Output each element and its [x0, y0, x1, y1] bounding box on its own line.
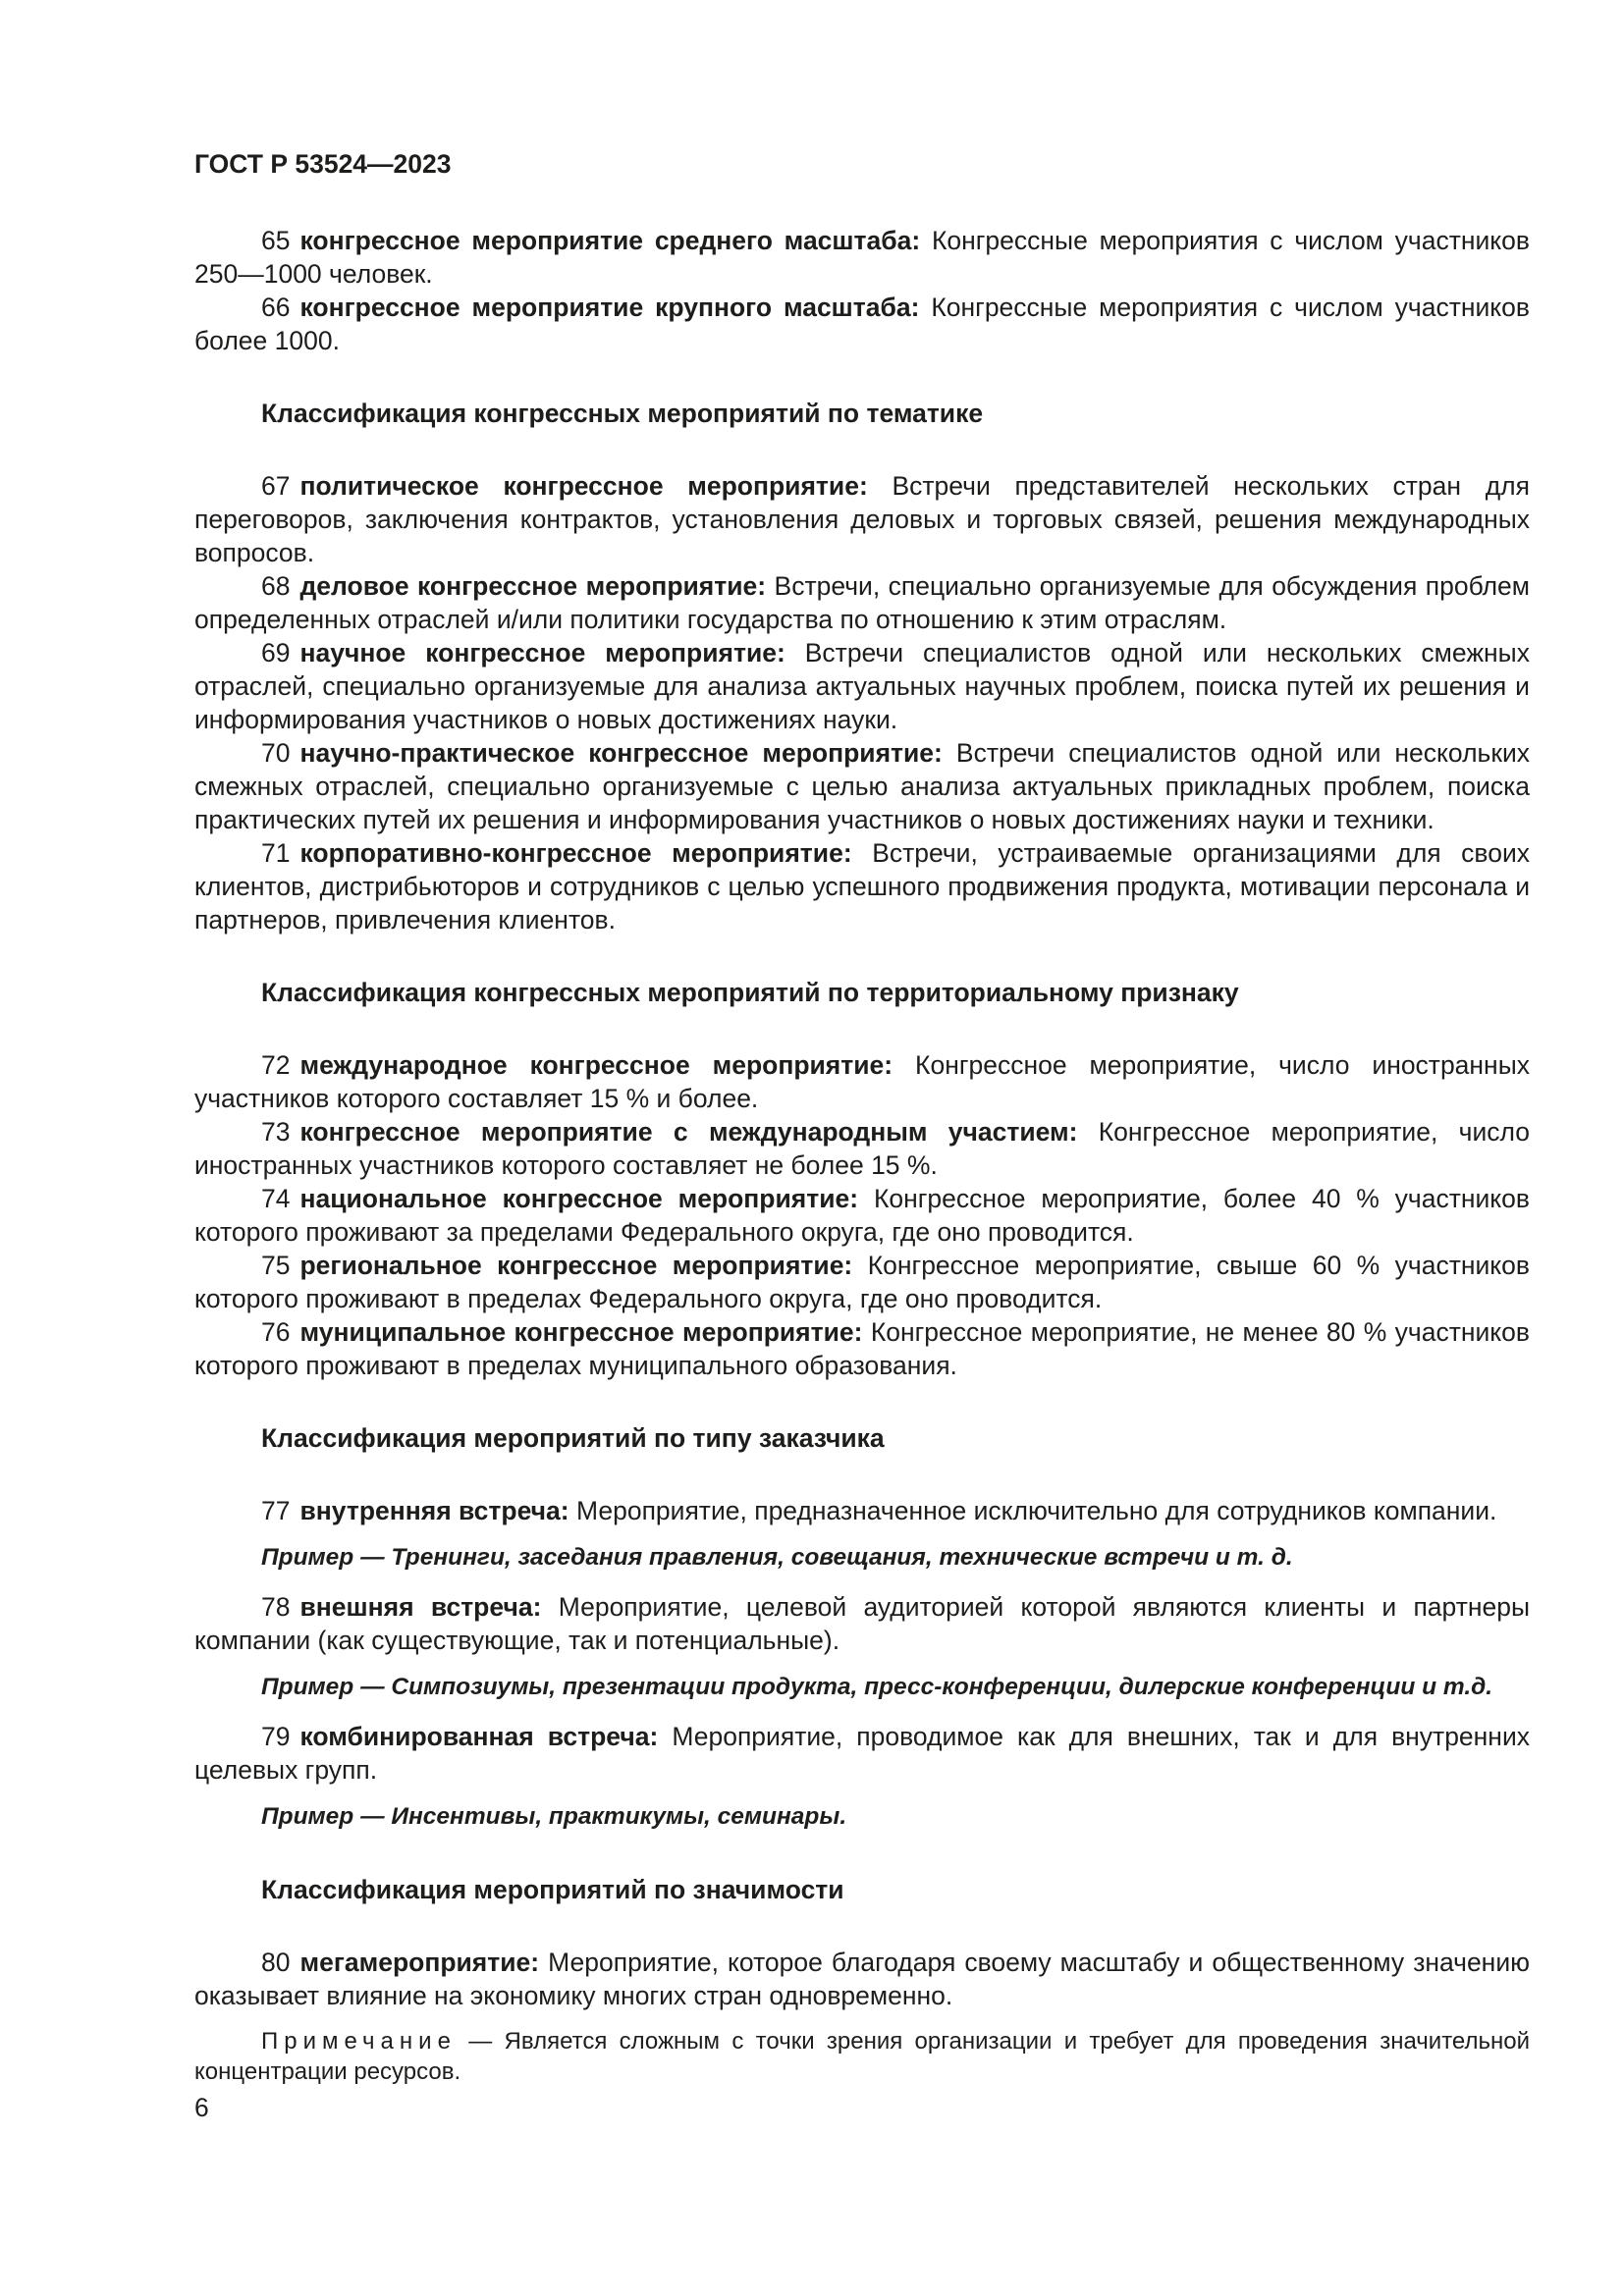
term-name: региональное конгрессное мероприятие:: [299, 1251, 853, 1280]
section-heading: Классификация конгрессных мероприятий по тематике: [261, 399, 984, 428]
term-entry: [194, 1494, 1530, 1527]
term-entry: [194, 469, 1530, 569]
term-name: внутренняя встреча:: [299, 1496, 569, 1525]
term-name: научное конгрессное мероприятие:: [299, 638, 785, 667]
term-name: научно-практическое конгрессное мероприятие:: [299, 738, 943, 768]
note: [194, 2026, 1530, 2087]
term-name: международное конгрессное мероприятие:: [299, 1050, 893, 1080]
note-label: Примечание: [261, 2028, 457, 2055]
term-definition: Конгрессное мероприятие, число иностранных участников которого составляет не более 15 %.: [194, 1117, 1530, 1180]
term-definition: Встречи, специально организуемые для обсуждения проблем определенных отраслей и/или политики государства по отношению к этим отраслям.: [194, 571, 1530, 634]
term-entry: [194, 836, 1530, 936]
term-entry: [194, 1249, 1530, 1315]
term-definition: Конгрессное мероприятие, не менее 80 % участников которого проживают в пределах муниципального образования.: [194, 1317, 1530, 1380]
term-name: конгрессное мероприятие с международным участием:: [299, 1117, 1078, 1147]
term-entry: [194, 1115, 1530, 1182]
example-text: Пример — Инсентивы, практикумы, семинары.: [261, 1803, 847, 1830]
term-number: 72: [261, 1050, 291, 1080]
example-text: Пример — Симпозиумы, презентации продукта, пресс-конференции, дилерские конференции и т.д.: [261, 1674, 1493, 1700]
term-name: муниципальное конгрессное мероприятие:: [299, 1317, 863, 1347]
term-name: конгрессное мероприятие среднего масштаба:: [299, 226, 921, 255]
term-entry: [194, 224, 1530, 291]
document-header: ГОСТ Р 53524—2023: [194, 149, 452, 179]
term-number: 65: [261, 226, 291, 255]
term-definition: Конгрессные мероприятия с числом участников 250—1000 человек.: [194, 226, 1530, 289]
term-number: 74: [261, 1184, 291, 1213]
term-definition: Встречи специалистов одной или нескольких смежных отраслей, специально организуемые для анализа актуальных научных проблем, поиска путей их решения и информирования участников о новых достижениях науки.: [194, 638, 1530, 734]
term-name: деловое конгрессное мероприятие:: [299, 571, 767, 601]
term-definition: Конгрессное мероприятие, свыше 60 % участников которого проживают в пределах Федерального округа, где оно проводится.: [194, 1251, 1530, 1313]
section-heading: Классификация мероприятий по значимости: [261, 1875, 844, 1904]
term-entry: [194, 1590, 1530, 1657]
term-entry: [194, 1182, 1530, 1249]
page-number: 6: [194, 2093, 209, 2122]
section-heading: Классификация мероприятий по типу заказчика: [261, 1423, 885, 1453]
term-definition: Конгрессное мероприятие, число иностранных участников которого составляет 15 % и более.: [194, 1050, 1530, 1113]
term-entry: [194, 1720, 1530, 1787]
term-name: комбинированная встреча:: [299, 1722, 659, 1751]
term-entry: [194, 636, 1530, 736]
example-text: Пример — Тренинги, заседания правления, совещания, технические встречи и т. д.: [261, 1544, 1293, 1571]
term-name: внешняя встреча:: [299, 1592, 542, 1622]
term-entry: [194, 736, 1530, 836]
term-entry: [194, 291, 1530, 357]
term-number: 78: [261, 1592, 291, 1622]
term-definition: Мероприятие, проводимое как для внешних, так и для внутренних целевых групп.: [194, 1722, 1530, 1785]
term-name: политическое конгрессное мероприятие:: [299, 471, 868, 501]
term-definition: Мероприятие, целевой аудиторией которой являются клиенты и партнеры компании (как существующие, так и потенциальные).: [194, 1592, 1530, 1655]
term-number: 71: [261, 838, 291, 868]
term-entry: [194, 1315, 1530, 1382]
term-number: 73: [261, 1117, 291, 1147]
section-heading: Классификация конгрессных мероприятий по территориальному признаку: [261, 978, 1239, 1007]
term-number: 80: [261, 1948, 291, 1977]
term-name: национальное конгрессное мероприятие:: [299, 1184, 859, 1213]
term-definition: Встречи, устраиваемые организациями для своих клиентов, дистрибьюторов и сотрудников с целью успешного продвижения продукта, мотивации персонала и партнеров, привлечения клиентов.: [194, 838, 1530, 934]
term-name: корпоративно-конгрессное мероприятие:: [299, 838, 852, 868]
term-entry: [194, 1048, 1530, 1115]
term-number: 69: [261, 638, 291, 667]
term-name: мегамероприятие:: [299, 1948, 540, 1977]
term-number: 70: [261, 738, 291, 768]
term-entry: [194, 569, 1530, 636]
term-number: 67: [261, 471, 291, 501]
document-body: [194, 224, 1530, 2087]
term-name: конгрессное мероприятие крупного масштаба:: [299, 293, 920, 322]
term-definition: Мероприятие, которое благодаря своему масштабу и общественному значению оказывает влияние на экономику многих стран одновременно.: [194, 1948, 1530, 2010]
document-page: [194, 147, 1530, 2087]
term-number: 77: [261, 1496, 291, 1525]
term-definition: Конгрессное мероприятие, более 40 % участников которого проживают за пределами Федерального округа, где оно проводится.: [194, 1184, 1530, 1247]
term-number: 76: [261, 1317, 291, 1347]
term-number: 79: [261, 1722, 291, 1751]
term-definition: Встречи специалистов одной или нескольких смежных отраслей, специально организуемые с целью анализа актуальных прикладных проблем, поиска практических путей их решения и информирования участников о новых достижениях науки и техники.: [194, 738, 1530, 834]
term-definition: Конгрессные мероприятия с числом участников более 1000.: [194, 293, 1530, 355]
term-entry: [194, 1946, 1530, 2012]
note-text: — Является сложным с точки зрения организации и требует для проведения значительной концентрации ресурсов.: [194, 2028, 1530, 2085]
term-number: 68: [261, 571, 291, 601]
term-definition: Мероприятие, предназначенное исключительно для сотрудников компании.: [575, 1496, 1497, 1525]
term-definition: Встречи представителей нескольких стран для переговоров, заключения контрактов, установления деловых и торговых связей, решения международных вопросов.: [194, 471, 1530, 567]
term-number: 75: [261, 1251, 291, 1280]
term-number: 66: [261, 293, 291, 322]
